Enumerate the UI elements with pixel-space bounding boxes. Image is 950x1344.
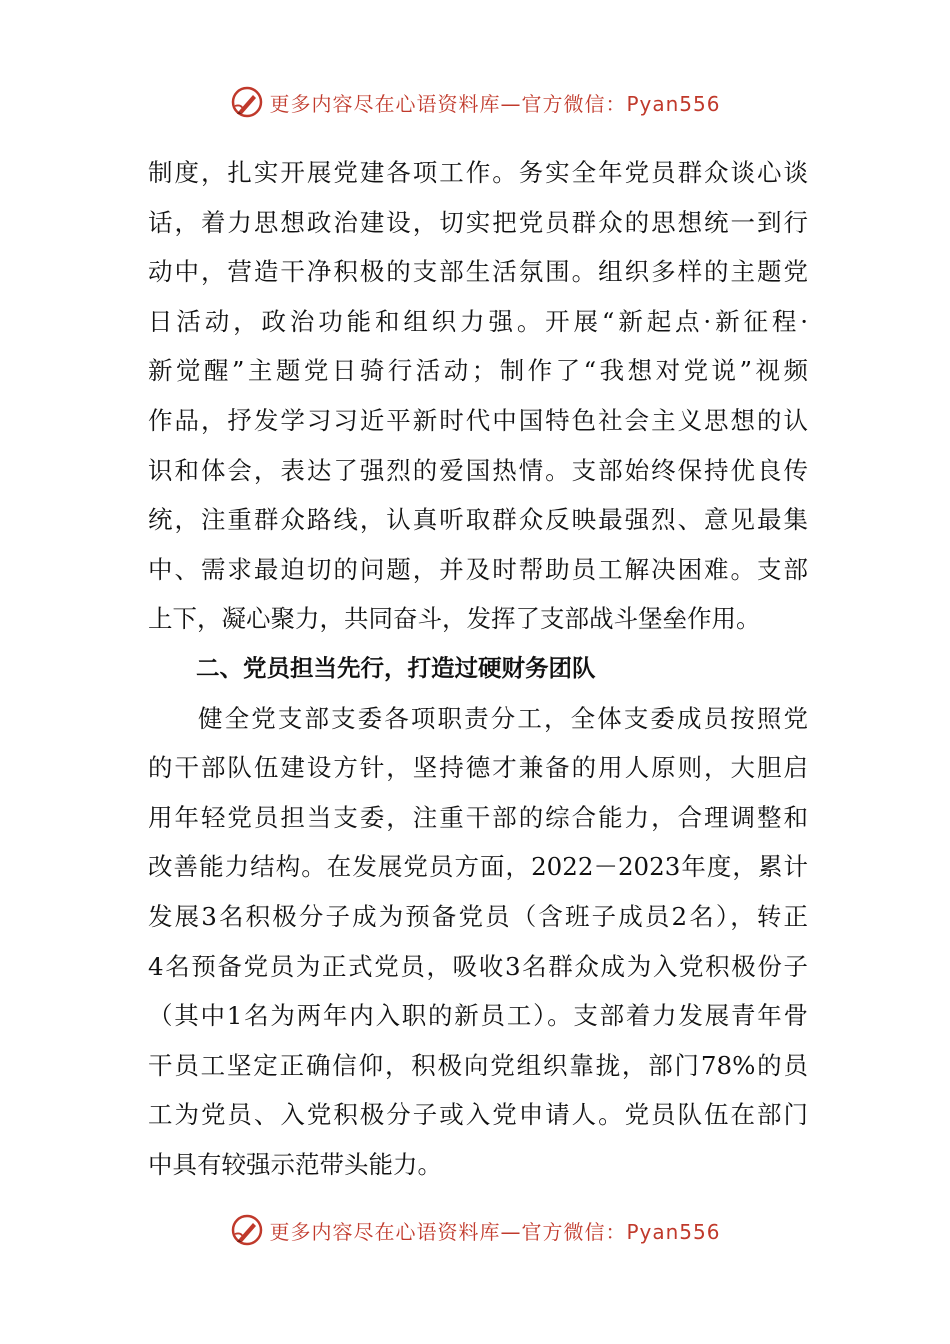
pen-logo-icon (229, 1212, 265, 1248)
text-line: 4名预备党员为正式党员，吸收3名群众成为入党积极份子 (148, 951, 808, 981)
document-body (148, 148, 808, 1189)
header-banner-text: 更多内容尽在心语资料库—官方微信：Pyan556 (269, 91, 721, 116)
text-line: 制度，扎实开展党建各项工作。务实全年党员群众谈心谈 (148, 158, 808, 187)
text-line: 中、需求最迫切的问题，并及时帮助员工解决困难。支部 (148, 554, 808, 584)
text-line: 新觉醒”主题党日骑行活动；制作了“我想对党说”视频 (148, 356, 808, 386)
text-line: 中具有较强示范带头能力。 (148, 1149, 442, 1179)
text-line: 改善能力结构。在发展党员方面，2022－2023年度，累计 (148, 852, 808, 882)
text-line: 健全党支部支委各项职责分工，全体支委成员按照党 (198, 703, 808, 733)
paragraph-1 (148, 148, 808, 644)
pen-logo-icon (229, 84, 265, 120)
paragraph-2 (148, 694, 808, 1190)
text-line: （其中1名为两年内入职的新员工）。支部着力发展青年骨 (148, 1001, 808, 1031)
text-line: 上下，凝心聚力，共同奋斗，发挥了支部战斗堡垒作用。 (148, 604, 761, 634)
text-line: 话，着力思想政治建设，切实把党员群众的思想统一到行 (148, 207, 808, 237)
text-line: 用年轻党员担当支委，注重干部的综合能力，合理调整和 (148, 802, 808, 832)
header-banner (0, 82, 950, 122)
text-line: 发展3名积极分子成为预备党员（含班子成员2名），转正 (148, 901, 808, 931)
text-line: 统，注重群众路线，认真听取群众反映最强烈、意见最集 (148, 505, 808, 535)
text-line: 干员工坚定正确信仰，积极向党组织靠拢，部门78%的员 (148, 1050, 808, 1080)
footer-banner (0, 1210, 950, 1250)
text-line: 日活动，政治功能和组织力强。开展“新起点·新征程· (148, 306, 808, 336)
text-line: 动中，营造干净积极的支部生活氛围。组织多样的主题党 (148, 257, 808, 287)
footer-banner-text: 更多内容尽在心语资料库—官方微信：Pyan556 (269, 1219, 721, 1244)
text-line: 作品，抒发学习习近平新时代中国特色社会主义思想的认 (148, 405, 808, 435)
text-line: 识和体会，表达了强烈的爱国热情。支部始终保持优良传 (148, 455, 808, 485)
text-line: 的干部队伍建设方针，坚持德才兼备的用人原则，大胆启 (148, 753, 808, 783)
text-line: 工为党员、入党积极分子或入党申请人。党员队伍在部门 (148, 1100, 808, 1130)
section-heading: 二、党员担当先行，打造过硬财务团队 (196, 653, 596, 682)
